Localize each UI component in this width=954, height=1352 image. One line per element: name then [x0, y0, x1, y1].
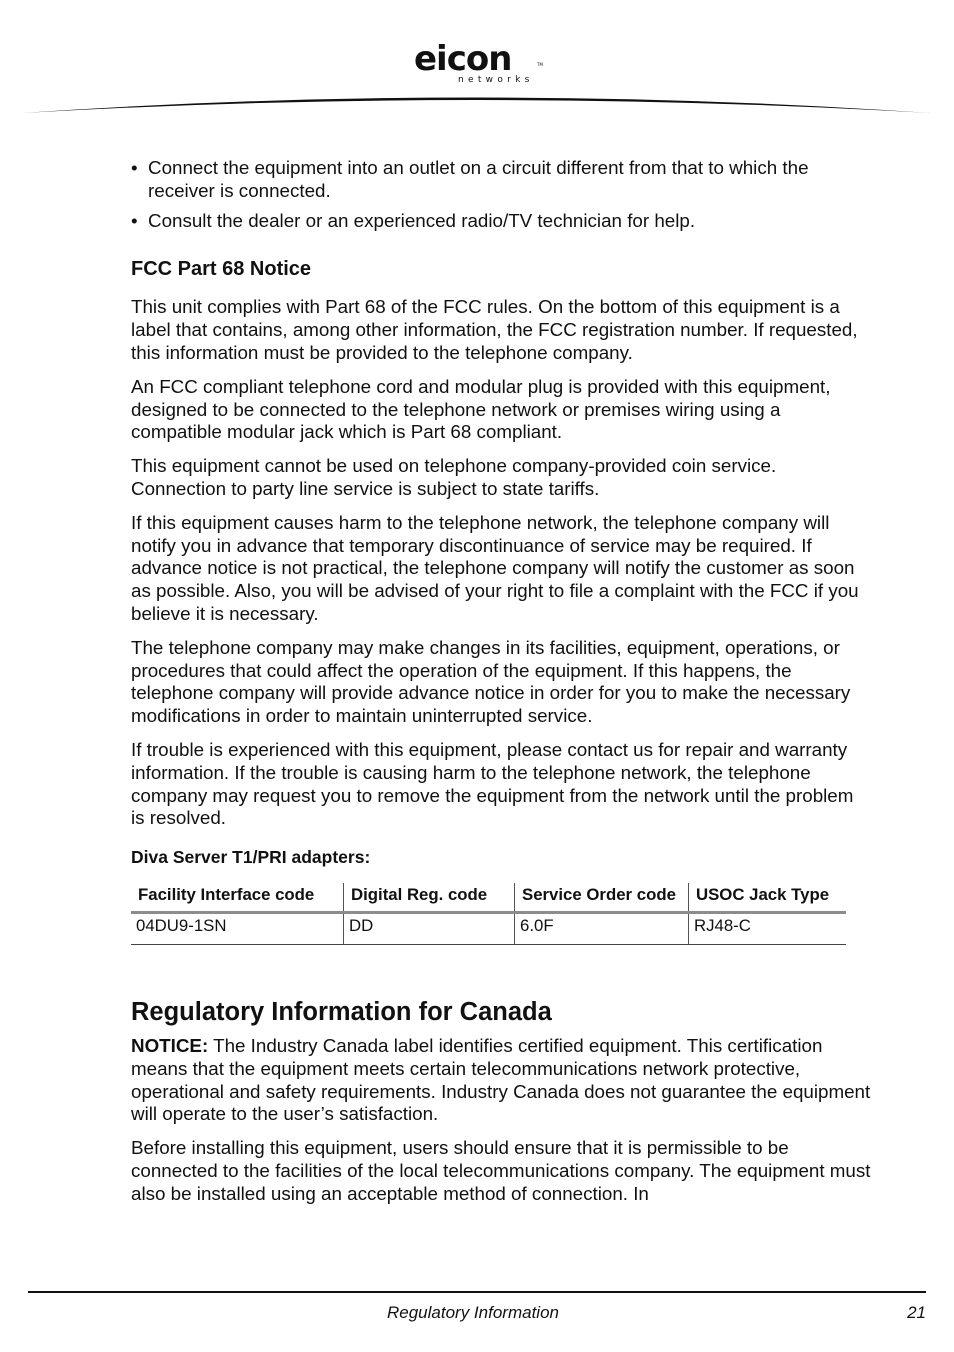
column-header: Service Order code [515, 883, 689, 913]
fcc-paragraph: This equipment cannot be used on telephone company-provided coin service. Connection to party line service is subject to state tariffs. [131, 455, 777, 499]
table-header-row [131, 883, 846, 913]
bullet-list [131, 157, 871, 232]
notice-label: NOTICE: [131, 1034, 209, 1056]
fcc-heading: FCC Part 68 Notice [131, 258, 312, 281]
footer-section-title: Regulatory Information [387, 1303, 559, 1322]
list-item: • Connect the equipment into an outlet on a circuit different from that to which the receiver is connected. [131, 157, 809, 201]
fcc-codes-table [131, 883, 846, 945]
svg-text:TM: TM [537, 62, 543, 67]
table-cell: 6.0F [515, 912, 689, 944]
footer-divider [28, 1291, 926, 1293]
table-cell: DD [344, 912, 515, 944]
eicon-networks-logo [414, 40, 546, 86]
svg-text:eicon: eicon [414, 40, 512, 79]
canada-notice-paragraph [131, 1035, 871, 1126]
page-number: 21 [907, 1303, 926, 1322]
bullet-icon: • [131, 209, 138, 231]
table-row [131, 912, 846, 944]
fcc-paragraph: If trouble is experienced with this equipment, please contact us for repair and warranty information. If the trouble is causing harm to the telephone network, the telephone company may request you to remove the equipment from the network until the problem is resolved. [131, 738, 854, 829]
bullet-icon: • [131, 157, 138, 178]
fcc-paragraph: An FCC compliant telephone cord and modular plug is provided with this equipment, designed to be connected to the telephone network or premises wiring using a compatible modular jack which is Part 68 compliant. [131, 375, 831, 443]
canada-heading: Regulatory Information for Canada [131, 997, 552, 1026]
notice-text: The Industry Canada label identifies certified equipment. This certification means that the equipment meets certain telecommunications network protective, operational and safety requirements. Industry Canada does not guarantee the equipment will operate to the user’s satisfaction. [131, 1034, 871, 1125]
column-header: Digital Reg. code [344, 883, 515, 913]
fcc-paragraph: The telephone company may make changes in its facilities, equipment, operations, or procedures that could affect the operation of the equipment. If this happens, the telephone company will provide advance notice in order for you to make the necessary modifications in order to maintain uninterrupted service. [131, 636, 851, 727]
adapters-subheading: Diva Server T1/PRI adapters: [131, 847, 371, 868]
svg-text:networks: networks [458, 75, 534, 85]
column-header: Facility Interface code [131, 883, 344, 913]
fcc-paragraph: This unit complies with Part 68 of the FCC rules. On the bottom of this equipment is a label that contains, among other information, the FCC registration number. If requested, this information must be provided to the telephone company. [131, 296, 858, 363]
column-header: USOC Jack Type [689, 883, 847, 913]
canada-paragraph: Before installing this equipment, users should ensure that it is permissible to be connected to the facilities of the local telecommunications company. The equipment must also be installed using an acceptable method of connection. In [131, 1137, 871, 1204]
page-content [131, 157, 871, 1217]
table-cell: RJ48-C [689, 912, 847, 944]
table-cell: 04DU9-1SN [131, 912, 344, 944]
fcc-paragraph: If this equipment causes harm to the telephone network, the telephone company will notify you in advance that temporary discontinuance of service may be required. If advance notice is not practical, the telephone company will notify the customer as soon as possible. Also, you will be advised of your right to file a complaint with the FCC if you believe it is necessary. [131, 511, 859, 624]
header-curve-divider [20, 88, 934, 118]
list-item: • Consult the dealer or an experienced radio/TV technician for help. [131, 209, 696, 231]
